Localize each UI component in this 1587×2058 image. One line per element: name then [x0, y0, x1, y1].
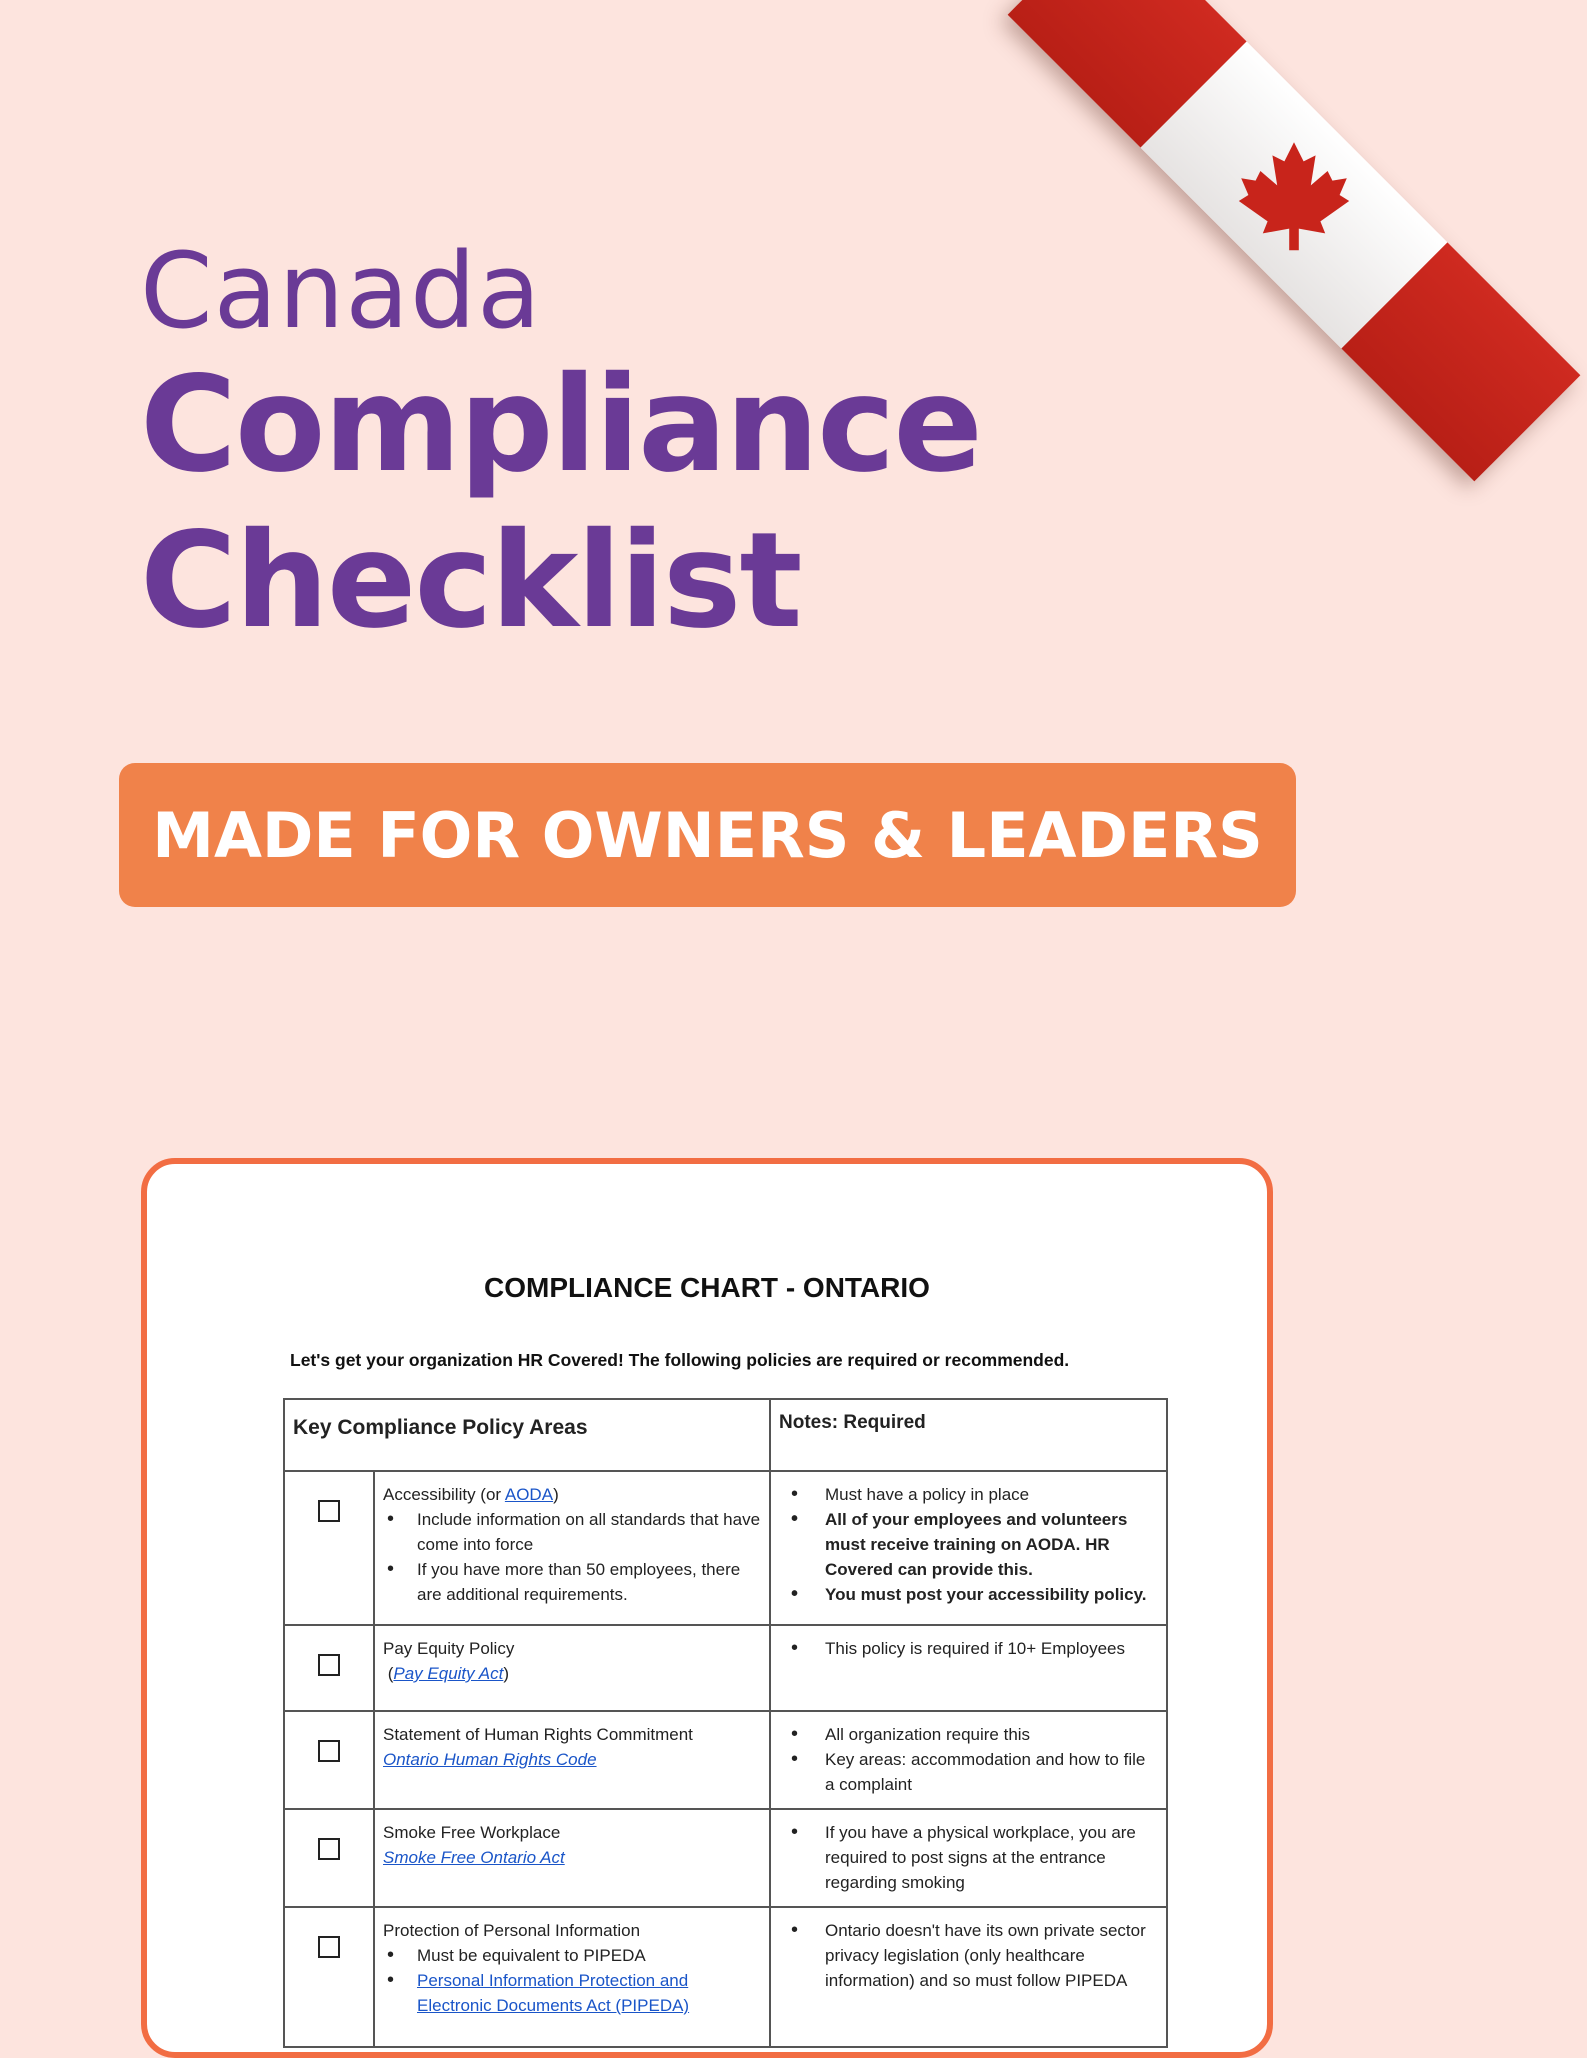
policy-area-cell: Pay Equity Policy (Pay Equity Act) [374, 1625, 770, 1711]
list-item: • This policy is required if 10+ Employees [779, 1636, 1158, 1661]
human-rights-code-link[interactable]: Ontario Human Rights Code [383, 1750, 597, 1769]
audience-banner-text: MADE FOR OWNERS & LEADERS [152, 798, 1263, 872]
list-item: • Key areas: accommodation and how to file a complaint [779, 1747, 1158, 1797]
list-item: • Must have a policy in place [779, 1482, 1158, 1507]
document-intro: Let's get your organization HR Covered! The following policies are required or recommended. [290, 1350, 1070, 1370]
checkbox[interactable] [318, 1654, 340, 1676]
policy-area-cell: Protection of Personal Information • Must be equivalent to PIPEDA • Personal Information Protection and Electronic Documents Act (PIPEDA) [374, 1907, 770, 2047]
policy-area-cell: Smoke Free Workplace Smoke Free Ontario Act [374, 1809, 770, 1907]
notes-cell [770, 1625, 1167, 1711]
pay-equity-act-link[interactable]: Pay Equity Act [393, 1664, 504, 1683]
list-item: • All organization require this [779, 1722, 1158, 1747]
list-item: • You must post your accessibility policy. [779, 1582, 1158, 1607]
checkbox[interactable] [318, 1936, 340, 1958]
compliance-table [283, 1398, 1168, 2048]
table-header-areas: Key Compliance Policy Areas [284, 1399, 770, 1471]
list-item: • If you have more than 50 employees, there are additional requirements. [383, 1557, 761, 1607]
list-item: • If you have a physical workplace, you are required to post signs at the entrance regarding smoking [779, 1820, 1158, 1895]
table-header-notes: Notes: Required [770, 1399, 1167, 1471]
heading-country: Canada [140, 230, 542, 352]
notes-cell [770, 1711, 1167, 1809]
policy-area-cell: Accessibility (or AODA) • Include information on all standards that have come into force • If you have more than 50 employees, there are additional requirements. [374, 1471, 770, 1625]
table-row [284, 1625, 1167, 1711]
list-item: • Include information on all standards that have come into force [383, 1507, 761, 1557]
maple-leaf-icon [1234, 135, 1354, 255]
heading-title-line-1: Compliance [140, 348, 981, 502]
page-heading [140, 230, 981, 659]
notes-cell [770, 1809, 1167, 1907]
table-header-row [284, 1399, 1167, 1471]
checkbox[interactable] [318, 1500, 340, 1522]
notes-cell [770, 1907, 1167, 2047]
table-row [284, 1471, 1167, 1625]
table-row [284, 1907, 1167, 2047]
checkbox[interactable] [318, 1740, 340, 1762]
list-item [383, 1968, 761, 2018]
policy-area-cell: Statement of Human Rights Commitment Ontario Human Rights Code [374, 1711, 770, 1809]
audience-banner [119, 763, 1296, 907]
notes-cell [770, 1471, 1167, 1625]
checkbox[interactable] [318, 1838, 340, 1860]
pipeda-link[interactable]: Personal Information Protection and Electronic Documents Act (PIPEDA) [417, 1971, 690, 2015]
list-item: • Ontario doesn't have its own private sector privacy legislation (only healthcare information) and so must follow PIPEDA [779, 1918, 1158, 1993]
list-item: • All of your employees and volunteers must receive training on AODA. HR Covered can provide this. [779, 1507, 1158, 1582]
document-preview-card [141, 1158, 1273, 2058]
heading-title-line-2: Checklist [140, 504, 801, 658]
document-title: COMPLIANCE CHART - ONTARIO [484, 1272, 930, 1303]
smoke-free-act-link[interactable]: Smoke Free Ontario Act [383, 1848, 565, 1867]
list-item: • Must be equivalent to PIPEDA [383, 1943, 761, 1968]
table-row [284, 1809, 1167, 1907]
flag-banner [1008, 0, 1581, 481]
table-row [284, 1711, 1167, 1809]
aoda-link[interactable]: AODA [504, 1485, 554, 1504]
